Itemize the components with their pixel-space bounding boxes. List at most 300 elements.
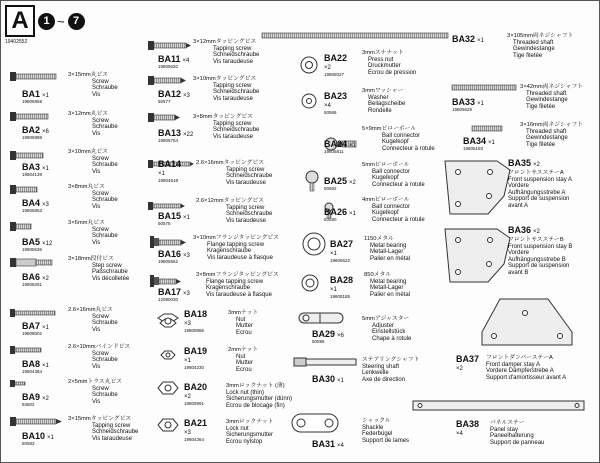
part-desc-BA13 — [193, 114, 259, 140]
desc-line: Vis — [92, 239, 101, 246]
part-number: 50590 — [324, 217, 337, 222]
desc-line: 3×8mmタッピングビス — [193, 114, 253, 120]
part-qty: ×1 — [158, 171, 165, 177]
desc-line: Tige filetée — [526, 141, 556, 148]
desc-line: Front suspension stay A — [508, 176, 573, 183]
part-code-BA2 — [22, 126, 49, 135]
part-desc-BA11 — [193, 39, 259, 65]
part-qty: ×1 — [477, 38, 484, 44]
part-number: 19805622 — [330, 258, 351, 263]
screw-BA10-icon — [10, 417, 62, 426]
screw-BA16-icon — [150, 236, 186, 248]
desc-line: Chape à rotule — [372, 335, 412, 342]
part-code-BA25 — [324, 177, 356, 186]
desc-line: Metall-Lager — [370, 249, 404, 256]
desc-line: Screw — [92, 190, 109, 197]
part-desc-BA21 — [226, 419, 273, 445]
desc-line: Ecrou nylstop — [226, 438, 263, 445]
desc-line: Tige filetée — [513, 52, 543, 59]
part-code-BA26 — [324, 208, 356, 217]
part-qty: ×1 — [42, 325, 49, 331]
part-code-text: BA8 — [22, 359, 41, 369]
part-code-BA17 — [158, 288, 190, 297]
part-qty: ×2 — [349, 180, 356, 186]
desc-line: Front suspension stay B — [508, 243, 573, 250]
desc-line: Nut — [236, 353, 246, 360]
part-code-BA31 — [312, 440, 344, 449]
part-number: 19804139 — [22, 172, 43, 177]
ballconnector-BA25-icon — [306, 171, 318, 191]
shaft-BA32-icon — [262, 33, 448, 38]
part-number: 19808291 — [22, 282, 43, 287]
desc-line: Screw — [92, 350, 109, 357]
desc-line: Schraube — [92, 357, 118, 364]
part-number: 19805859 — [22, 99, 43, 104]
part-code-text: BA35 — [508, 158, 532, 168]
part-code-BA32 — [452, 35, 484, 44]
part-desc-BA4 — [68, 184, 118, 210]
desc-line: Paßschraube — [92, 269, 128, 276]
part-code-text: BA6 — [22, 272, 41, 282]
bag-part-number: 19402552 — [5, 39, 28, 45]
part-qty: ×4 — [324, 103, 331, 109]
part-number: 19805853 — [22, 208, 43, 213]
desc-line: Screw — [92, 385, 109, 392]
part-number: 12080030 — [158, 297, 179, 302]
part-code-BA6 — [22, 273, 49, 282]
desc-line: 5mmアジャスター — [362, 316, 410, 322]
part-qty: ×1 — [330, 287, 337, 293]
desc-line: Nut — [236, 316, 246, 323]
nut-BA20-icon — [158, 382, 178, 394]
desc-line: Metal bearing — [370, 242, 407, 249]
nut-BA18-icon — [158, 314, 178, 327]
desc-line: Ball connector — [372, 168, 411, 175]
desc-line: Schneidschraube — [226, 211, 273, 218]
desc-line: Vis — [92, 203, 101, 210]
desc-line: 3×12mm丸ビス — [68, 111, 109, 117]
part-code-BA33 — [452, 98, 484, 107]
desc-line: 3mmナット — [228, 310, 259, 316]
desc-line: Schraube — [92, 233, 118, 240]
part-qty: ×22 — [183, 132, 194, 138]
part-code-BA38 — [456, 420, 479, 429]
part-code-BA34 — [463, 137, 495, 146]
part-code-text: BA36 — [508, 225, 532, 235]
part-code-BA3 — [22, 163, 49, 172]
part-desc-BA36 — [508, 237, 572, 277]
part-desc-BA24 — [362, 126, 435, 152]
desc-line: Vis — [92, 363, 101, 370]
part-code-BA36 — [508, 226, 540, 235]
part-code-BA14 — [158, 160, 181, 169]
desc-line: Kragenschraube — [206, 285, 251, 292]
part-desc-BA33 — [520, 84, 583, 110]
part-code-BA23 — [324, 92, 347, 101]
part-qty: ×1 — [349, 143, 356, 149]
part-qty: ×6 — [42, 129, 49, 135]
desc-line: Vis taraudeuse à flasque — [206, 291, 272, 298]
desc-line: Lock nut — [226, 425, 249, 432]
part-code-text: BA18 — [184, 309, 208, 319]
adjuster-BA29-icon — [299, 313, 343, 323]
part-number: 19805811 — [324, 149, 344, 154]
desc-line: 2.6×16mmタッピングビス — [196, 160, 265, 166]
desc-line: Schneidschraube — [92, 429, 139, 436]
part-code-BA27 — [330, 240, 353, 249]
pressnut-BA22-icon — [301, 57, 317, 73]
desc-line: Tapping screw — [226, 166, 265, 173]
part-qty: ×2 — [533, 162, 540, 168]
desc-line: Vis taraudeuse — [92, 435, 132, 442]
desc-line: Schraube — [92, 124, 118, 131]
desc-line: Connecteur à rotule — [372, 216, 425, 223]
desc-line: Vis taraudeuse — [213, 133, 253, 140]
desc-line: Threaded shaft — [526, 128, 567, 135]
desc-line: Vordere Dämpferstrebe A — [486, 368, 554, 375]
desc-line: Vis — [92, 398, 101, 405]
part-desc-BA17 — [196, 272, 279, 298]
part-number: 19805888 — [22, 135, 43, 140]
desc-line: Washer — [368, 94, 389, 101]
desc-line: Vis — [92, 326, 101, 333]
desc-line: 3mmスナナット — [362, 50, 404, 56]
desc-line: 3×18mm段付ビス — [68, 256, 114, 262]
desc-line: Rondelle — [368, 107, 392, 114]
washer-BA23-icon — [302, 94, 316, 108]
desc-line: 5mmピローボール — [362, 162, 410, 168]
part-code-text: BA32 — [452, 34, 476, 44]
part-number: 50596 — [312, 339, 325, 344]
desc-line: Flange tapping screw — [207, 241, 265, 248]
desc-line: Sicherungsmutter (dünn) — [226, 396, 293, 403]
desc-line: 3mmワッシャー — [362, 88, 404, 94]
desc-line: Sicherungsmutter — [226, 432, 274, 439]
desc-line: Metal bearing — [370, 278, 407, 285]
part-code-text: BA12 — [158, 89, 182, 99]
desc-line: Einstellstück — [372, 329, 406, 336]
part-code-text: BA33 — [452, 97, 476, 107]
desc-line: Ecrou de blocage (fin) — [226, 402, 285, 409]
part-desc-BA10 — [68, 416, 138, 442]
part-number: 19804364 — [184, 437, 205, 442]
screw-BA2-icon — [10, 112, 48, 121]
desc-line: Lock nut (thin) — [226, 389, 265, 396]
screw-BA15-icon — [148, 202, 185, 210]
part-code-text: BA37 — [456, 354, 480, 364]
desc-line: Vis — [92, 168, 101, 175]
desc-line: Ball connector — [372, 203, 411, 210]
desc-line: Aufhängungsstrebe A — [508, 189, 566, 196]
desc-line: 850メタル — [364, 272, 392, 278]
part-qty: ×2 — [42, 396, 49, 402]
desc-line: Kugelkopf — [372, 175, 399, 182]
part-desc-BA22 — [362, 50, 416, 76]
part-desc-BA19 — [228, 347, 258, 373]
desc-line: Schraube — [92, 320, 118, 327]
part-code-text: BA30 — [312, 374, 336, 384]
desc-line: Beilagscheibe — [368, 101, 406, 108]
part-qty: ×3 — [183, 253, 190, 259]
desc-line: Support de suspension — [508, 196, 570, 203]
desc-line: 2.6×12mmタッピングビス — [196, 198, 265, 204]
part-desc-BA31 — [362, 418, 409, 444]
desc-line: 3×15mm丸ビス — [68, 72, 109, 78]
part-number: 19805620 — [158, 64, 179, 69]
screw-BA11-icon — [148, 41, 191, 50]
part-code-BA37 — [456, 355, 479, 364]
desc-line: シャックル — [362, 418, 391, 424]
part-code-BA24 — [324, 140, 356, 149]
desc-line: Screw — [92, 226, 109, 233]
part-number: 50577 — [158, 99, 171, 104]
part-desc-BA27 — [364, 236, 410, 262]
range-tilde: ~ — [57, 13, 65, 29]
part-number: 19805636 — [22, 247, 43, 252]
desc-line: 2.6×10mmバインドビス — [68, 344, 131, 350]
desc-line: Adjuster — [372, 322, 395, 329]
steering-shaft-BA30-icon — [294, 358, 356, 366]
desc-line: Kugelkopf — [372, 210, 399, 217]
desc-line: 3×105mm両ネジシャフト — [507, 33, 574, 39]
part-code-text: BA3 — [22, 162, 41, 172]
desc-line: Threaded shaft — [513, 39, 554, 46]
screw-BA1-icon — [10, 72, 56, 81]
desc-line: 4mmピローボール — [362, 197, 410, 203]
part-code-text: BA23 — [324, 91, 348, 101]
part-number: 19805027 — [324, 72, 345, 77]
part-qty: ×2 — [456, 366, 463, 372]
desc-line: Tapping screw — [226, 204, 265, 211]
screw-BA7-icon — [10, 309, 55, 317]
part-code-text: BA16 — [158, 249, 182, 259]
desc-line: Screw — [92, 155, 109, 162]
desc-line: Tapping screw — [213, 120, 252, 127]
desc-line: 3×16mm両ネジシャフト — [520, 122, 584, 128]
desc-line: 3mmロックナット (薄) — [226, 383, 285, 389]
part-code-text: BA29 — [312, 329, 336, 339]
bearing-BA28-icon — [302, 275, 318, 291]
part-code-BA28 — [330, 276, 353, 285]
desc-line: Vis taraudeuse — [213, 58, 253, 65]
part-desc-BA35 — [508, 170, 572, 210]
panel-stay-BA38-icon — [413, 401, 584, 410]
desc-line: Schneidschraube — [213, 127, 260, 134]
desc-line: 3×15mmタッピングビス — [68, 416, 132, 422]
part-desc-BA5 — [68, 220, 118, 246]
part-qty: ×1 — [47, 435, 54, 441]
part-code-text: BA26 — [324, 207, 348, 217]
desc-line: avant B — [508, 269, 529, 276]
part-number: 19805991 — [184, 401, 205, 406]
screw-BA9-icon — [10, 380, 25, 387]
part-code-text: BA20 — [184, 382, 208, 392]
part-qty: ×3 — [183, 93, 190, 99]
desc-line: フロントダンパーステーA — [486, 355, 553, 361]
part-desc-BA12 — [193, 76, 259, 102]
part-code-text: BA9 — [22, 392, 41, 402]
part-code-BA5 — [22, 238, 52, 247]
desc-line: Ecrou de pression — [368, 69, 417, 76]
part-code-BA21 — [184, 419, 207, 428]
desc-line: Axe de direction — [362, 376, 406, 383]
part-number: 19805185 — [330, 294, 351, 299]
desc-line: Steering shaft — [362, 363, 400, 370]
part-desc-BA6 — [68, 256, 129, 282]
part-qty: ×3 — [42, 202, 49, 208]
part-number: 50583 — [22, 441, 35, 446]
shackle-BA31-icon — [292, 414, 338, 432]
part-code-text: BA31 — [312, 439, 336, 449]
part-code-BA20 — [184, 383, 207, 392]
screw-BA13-icon — [148, 113, 180, 122]
desc-line: ステアリングシャフト — [362, 357, 420, 363]
desc-line: Lenkwelle — [362, 370, 389, 377]
part-code-BA29 — [312, 330, 344, 339]
step-end-badge: 7 — [68, 13, 85, 30]
part-number: 19805754 — [158, 138, 179, 143]
desc-line: Schraube — [92, 85, 118, 92]
desc-line: Screw — [92, 117, 109, 124]
part-number: 19805629 — [452, 107, 473, 112]
part-desc-BA16 — [193, 235, 279, 261]
desc-line: Schraube — [92, 197, 118, 204]
screw-BA17-icon — [150, 275, 181, 287]
part-qty: ×3 — [184, 430, 191, 436]
desc-line: Schneidschraube — [213, 89, 260, 96]
desc-line: パネルステー — [490, 420, 525, 426]
desc-line: Vis taraudeuse — [226, 217, 266, 224]
part-desc-BA18 — [228, 310, 258, 336]
part-desc-BA20 — [226, 383, 292, 409]
part-desc-BA37 — [486, 355, 566, 381]
stay-BA36-icon — [445, 229, 510, 282]
part-qty: ×1 — [330, 251, 337, 257]
part-qty: ×1 — [42, 166, 49, 172]
part-code-text: BA27 — [330, 239, 354, 249]
part-code-text: BA2 — [22, 125, 41, 135]
desc-line: Aufhängungsstrebe B — [508, 256, 566, 263]
desc-line: Flange tapping screw — [206, 278, 264, 285]
part-desc-BA25 — [362, 162, 425, 188]
desc-line: Vis décolletée — [92, 275, 130, 282]
desc-line: Support d'amortisseur avant A — [486, 374, 567, 381]
desc-line: Schraube — [92, 162, 118, 169]
part-number: 19804384 — [22, 369, 43, 374]
desc-line: 3×10mm丸ビス — [68, 149, 109, 155]
part-code-text: BA22 — [324, 53, 348, 63]
part-code-BA10 — [22, 432, 54, 441]
part-code-text: BA14 — [158, 159, 182, 169]
desc-line: Gewindestange — [526, 135, 568, 142]
part-code-BA16 — [158, 250, 190, 259]
part-qty: ×3 — [184, 321, 191, 327]
part-code-text: BA25 — [324, 176, 348, 186]
part-desc-BA15 — [196, 198, 272, 224]
screw-BA6-icon — [10, 258, 52, 267]
part-code-BA19 — [184, 347, 207, 356]
desc-line: Ecrou — [236, 329, 252, 336]
part-code-text: BA21 — [184, 418, 208, 428]
part-code-BA18 — [184, 310, 207, 319]
desc-line: 3×10mmフランジタッピングビス — [193, 235, 279, 241]
part-qty: ×1 — [184, 358, 191, 364]
part-number: 19804230 — [184, 365, 205, 370]
part-code-BA11 — [158, 55, 189, 64]
part-code-BA9 — [22, 393, 49, 402]
part-number: 50592 — [324, 186, 337, 191]
desc-line: 1150メタル — [364, 236, 394, 242]
desc-line: Screw — [92, 313, 109, 320]
part-qty: ×2 — [184, 394, 191, 400]
desc-line: 3mmロックナット — [226, 419, 274, 425]
part-code-text: BA15 — [158, 211, 182, 221]
desc-line: Gewindestange — [526, 97, 568, 104]
part-code-text: BA24 — [324, 139, 348, 149]
desc-line: Connecteur à rotule — [382, 145, 435, 152]
part-qty: ×1 — [349, 211, 356, 217]
part-qty: ×12 — [42, 241, 53, 247]
part-desc-BA30 — [362, 357, 419, 383]
stay-BA37-icon — [482, 299, 572, 345]
part-qty: ×2 — [42, 276, 49, 282]
desc-line: Schraube — [92, 392, 118, 399]
desc-line: Kragenschraube — [207, 248, 252, 255]
part-desc-BA1 — [68, 72, 118, 98]
desc-line: Threaded shaft — [526, 90, 567, 97]
desc-line: Tige filetée — [526, 103, 556, 110]
desc-line: 3×12mmタッピングビス — [193, 39, 257, 45]
desc-line: Vis taraudeuse — [226, 179, 266, 186]
desc-line: Vis — [92, 130, 101, 137]
desc-line: Ecrou — [236, 366, 252, 373]
desc-line: フロントサスステーB — [508, 237, 564, 243]
part-code-text: BA13 — [158, 128, 182, 138]
step-start-badge: 1 — [38, 13, 55, 30]
desc-line: Mutter — [236, 360, 254, 367]
part-qty: ×1 — [42, 363, 49, 369]
desc-line: フロントサスステーA — [508, 170, 564, 176]
desc-line: Vis taraudeuse — [213, 95, 253, 102]
part-desc-BA32 — [507, 33, 573, 59]
part-desc-BA7 — [68, 307, 118, 333]
part-code-text: BA4 — [22, 198, 41, 208]
nut-BA19-icon — [161, 351, 175, 359]
shaft-BA33-icon — [452, 85, 516, 90]
desc-line: 3×42mm両ネジシャフト — [520, 84, 584, 90]
desc-line: Support de lames — [362, 437, 410, 444]
part-code-text: BA11 — [158, 54, 181, 64]
desc-line: Palier en métal — [370, 291, 411, 298]
part-qty: ×1 — [488, 140, 495, 146]
desc-line: Press nut — [368, 56, 394, 63]
part-number: 19805886 — [184, 328, 205, 333]
desc-line: 5×9mmピローボール — [362, 126, 417, 132]
bearing-BA27-icon — [303, 233, 325, 255]
desc-line: 3×8mm丸ビス — [68, 184, 105, 190]
desc-line: Kugelkopf — [382, 139, 409, 146]
part-code-BA22 — [324, 54, 347, 63]
desc-line: Federbügel — [362, 431, 393, 438]
part-desc-BA3 — [68, 149, 118, 175]
part-number: 50575 — [158, 221, 171, 226]
part-code-text: BA28 — [330, 275, 354, 285]
part-qty: ×4 — [456, 431, 463, 437]
part-desc-BA14 — [196, 160, 272, 186]
part-qty: ×1 — [337, 378, 344, 384]
part-code-BA12 — [158, 90, 190, 99]
desc-line: Support de panneau — [490, 439, 545, 446]
